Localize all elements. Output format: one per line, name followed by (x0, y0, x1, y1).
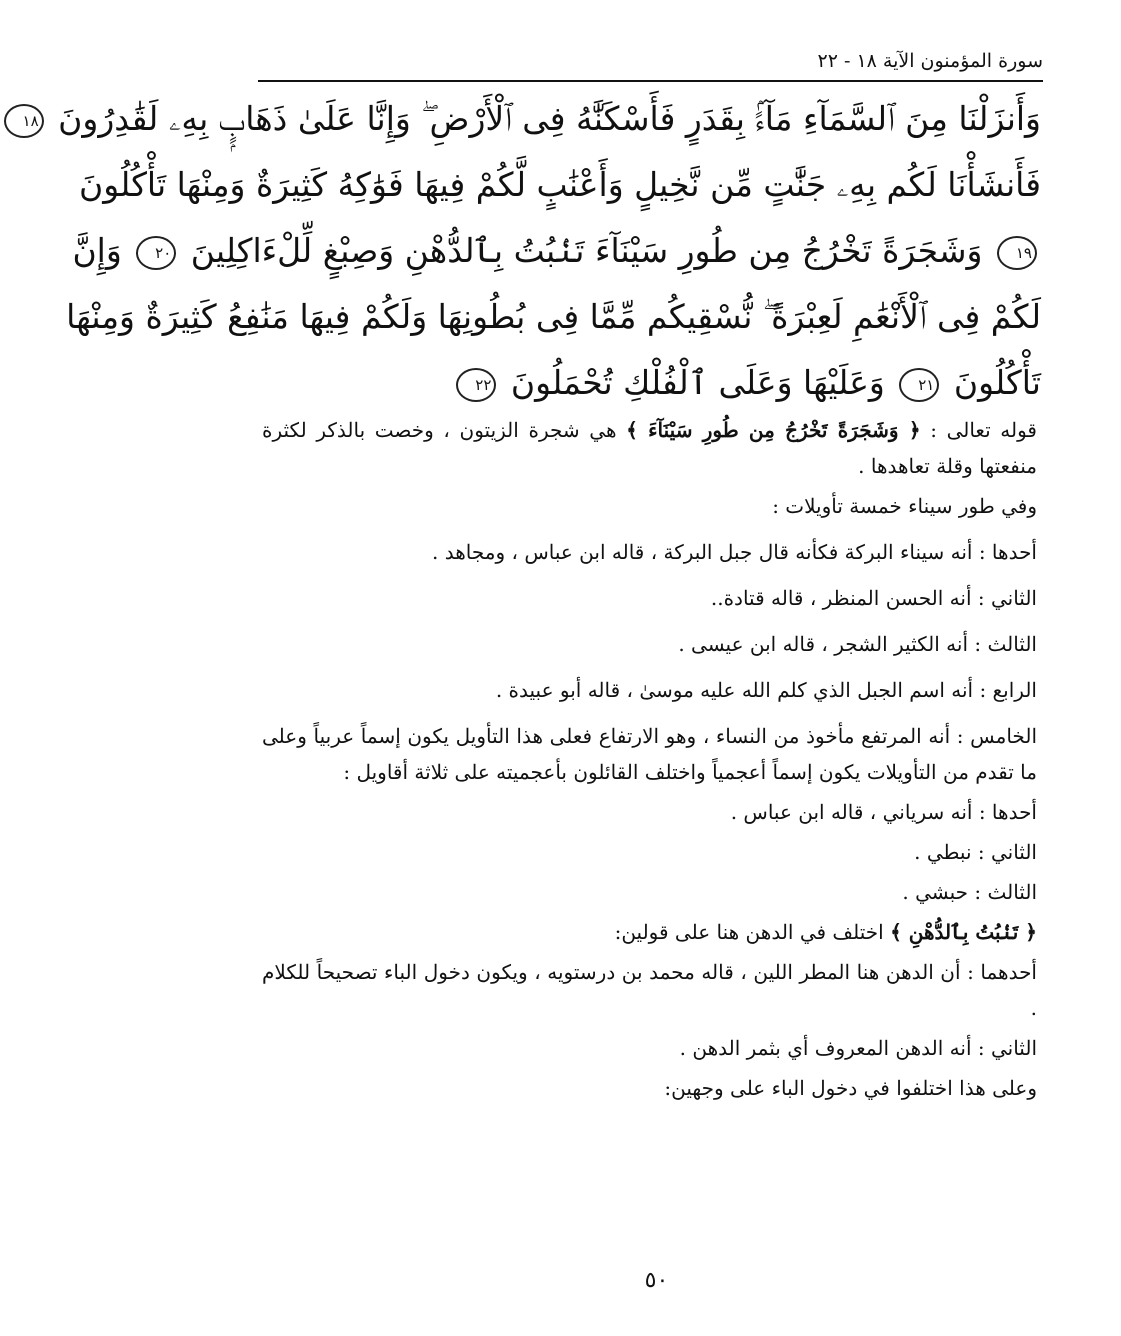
commentary-text: قوله تعالى : (920, 418, 1037, 442)
ayah-text: لَكُمْ فِى ٱلْأَنْعَٰمِ لَعِبْرَةً ۖ نُّسْقِيكُم مِّمَّا فِى بُطُونِهَا وَلَكُمْ فِيهَا مَنَٰفِعُ كَثِيرَةٌ وَمِنْهَا (66, 297, 1041, 336)
commentary-paragraph (262, 794, 1037, 830)
quran-quote: ﴿ تَنۢبُتُ بِٱلدُّهْنِ ﴾ (890, 920, 1037, 944)
commentary-text: الثالث : حبشي . (902, 880, 1037, 904)
commentary-paragraph (262, 580, 1037, 616)
ayah-text: وَأَنزَلْنَا مِنَ ٱلسَّمَآءِ مَآءًۢ بِقَدَرٍ فَأَسْكَنَّٰهُ فِى ٱلْأَرْضِ ۖ وَإِنَّا عَلَىٰ ذَهَابٍۭ بِهِۦ لَقَٰدِرُونَ (58, 99, 1041, 138)
quran-line (262, 350, 1041, 416)
commentary-text: أحدها : أنه سرياني ، قاله ابن عباس . (730, 800, 1037, 824)
commentary-text: اختلف في الدهن هنا على قولين: (614, 920, 891, 944)
quran-text-block (22, 86, 1041, 416)
ayah-text: تَأْكُلُونَ (953, 363, 1041, 402)
commentary-block (262, 412, 1037, 1110)
commentary-text: الثالث : أنه الكثير الشجر ، قاله ابن عيسى . (678, 632, 1037, 656)
header-rule (258, 80, 1043, 82)
quran-line (72, 218, 1041, 284)
commentary-paragraph (262, 914, 1037, 950)
commentary-paragraph (262, 488, 1037, 524)
ayah-text: فَأَنشَأْنَا لَكُم بِهِۦ جَنَّٰتٍ مِّن نَّخِيلٍ وَأَعْنَٰبٍ لَّكُمْ فِيهَا فَوَٰكِهُ كَثِيرَةٌ وَمِنْهَا تَأْكُلُونَ (78, 165, 1041, 204)
ayah-text: وَشَجَرَةً تَخْرُجُ مِن طُورِ سَيْنَآءَ تَنۢبُتُ بِٱلدُّهْنِ وَصِبْغٍ لِّلْءَاكِلِينَ (190, 231, 983, 270)
ayah-text-tail: وَعَلَيْهَا وَعَلَى ٱلْفُلْكِ تُحْمَلُونَ (510, 363, 885, 402)
ayah-number-icon: ١٨ (4, 104, 44, 138)
quran-line (66, 284, 1041, 350)
commentary-paragraph (262, 1070, 1037, 1106)
commentary-text: الثاني : أنه الحسن المنظر ، قاله قتادة.. (710, 586, 1037, 610)
page-header (258, 46, 1043, 80)
commentary-text: الخامس : أنه المرتفع مأخوذ من النساء ، وهو الارتفاع فعلى هذا التأويل يكون إسماً عربياً وعلى ما تقدم من التأويلات يكون إسماً أعجمياً واختلف القائلون بأعجميته على ثلاثة أقاويل : (262, 724, 1037, 784)
quran-line (78, 152, 1041, 218)
commentary-paragraph (262, 626, 1037, 662)
quran-line (22, 86, 1041, 152)
commentary-paragraph (262, 1030, 1037, 1066)
commentary-text: أحدهما : أن الدهن هنا المطر اللين ، قاله محمد بن درستويه ، ويكون دخول الباء تصحيحاً للكلام . (262, 960, 1037, 1020)
commentary-paragraph (262, 954, 1037, 1026)
ayah-number-icon: ٢٠ (136, 236, 176, 270)
commentary-text: الرابع : أنه اسم الجبل الذي كلم الله عليه موسىٰ ، قاله أبو عبيدة . (495, 678, 1037, 702)
commentary-paragraph (262, 534, 1037, 570)
page-number: ٥٠ (644, 1268, 669, 1293)
commentary-text: وعلى هذا اختلفوا في دخول الباء على وجهين: (664, 1076, 1037, 1100)
commentary-text: وفي طور سيناء خمسة تأويلات : (772, 494, 1037, 518)
page-title: سورة المؤمنون الآية ١٨ - ٢٢ (817, 50, 1043, 72)
commentary-paragraph (262, 672, 1037, 708)
commentary-paragraph (262, 874, 1037, 910)
commentary-paragraph (262, 834, 1037, 870)
commentary-paragraph (262, 718, 1037, 790)
quran-quote: ﴿ وَشَجَرَةً تَخْرُجُ مِن طُورِ سَيْنَآءَ ﴾ (626, 418, 921, 442)
commentary-paragraph (262, 412, 1037, 484)
ayah-text-tail: وَإِنَّ (72, 231, 122, 270)
ayah-number-icon: ١٩ (997, 236, 1037, 270)
page-footer (192, 1268, 1121, 1293)
commentary-text: الثاني : نبطي . (914, 840, 1037, 864)
commentary-text: الثاني : أنه الدهن المعروف أي بثمر الدهن . (679, 1036, 1037, 1060)
commentary-text: هي شجرة الزيتون ، وخصت بالذكر لكثرة منفعتها وقلة تعاهدها . (262, 418, 1037, 478)
ayah-number-icon: ٢٢ (456, 368, 496, 402)
commentary-text: أحدها : أنه سيناء البركة فكأنه قال جبل البركة ، قاله ابن عباس ، ومجاهد . (432, 540, 1037, 564)
ayah-number-icon: ٢١ (899, 368, 939, 402)
